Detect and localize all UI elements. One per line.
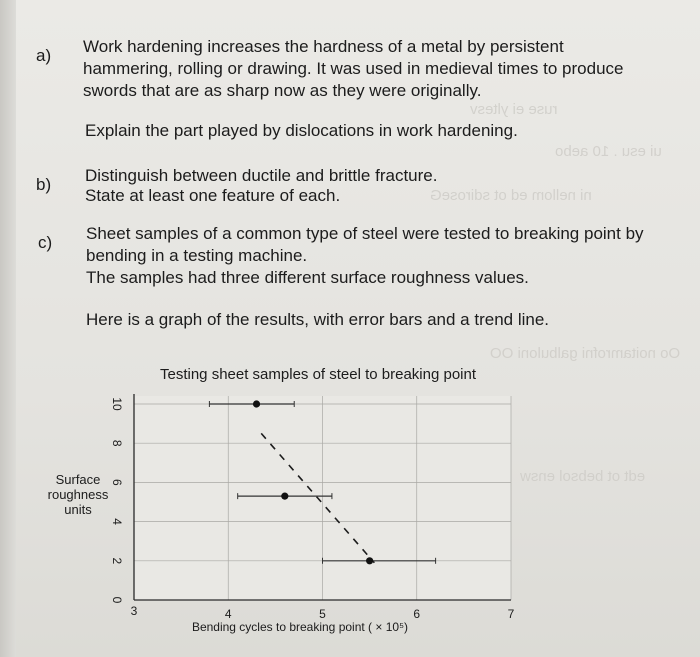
y-axis-label: Surface roughness units [47, 472, 109, 517]
question-c-line-3: The samples had three different surface roughness values. [86, 268, 529, 287]
y-tick-label: 10 [109, 397, 124, 411]
question-a-task: Explain the part played by dislocations in work hardening. [85, 121, 518, 140]
data-point [366, 557, 373, 564]
question-a-line-3: swords that are as sharp now as they were originally. [83, 81, 482, 100]
question-c-line-1: Sheet samples of a common type of steel were tested to breaking point by [86, 224, 644, 243]
chart-grid [134, 396, 511, 600]
x-tick-label: 5 [319, 607, 326, 621]
question-a-line-1: Work hardening increases the hardness of a metal by persistent [83, 37, 564, 56]
y-tick-label: 4 [109, 518, 124, 525]
question-c-label: c) [38, 233, 53, 252]
x-tick-label: 6 [413, 607, 421, 621]
x-axis-label: Bending cycles to breaking point ( × 10⁵) [191, 620, 409, 634]
y-tick-label: 6 [109, 479, 124, 486]
chart-title: Testing sheet samples of steel to breaking point [160, 366, 477, 383]
data-point [253, 400, 260, 407]
show-through-text: edt ot bebsol ensw [520, 468, 646, 485]
y-tick-label: 0 [109, 596, 124, 604]
x-tick-label: 4 [224, 607, 232, 621]
x-tick-label: 3 [130, 604, 138, 618]
question-b-line-1: Distinguish between ductile and brittle fracture. [85, 166, 438, 185]
question-c-task: Here is a graph of the results, with error bars and a trend line. [86, 310, 550, 329]
data-point [281, 493, 288, 500]
y-tick-label: 8 [109, 439, 124, 447]
y-tick-label: 2 [109, 557, 124, 565]
show-through-text: Oo noitamrofni galbuloni OO [490, 345, 681, 362]
x-tick-label: 7 [507, 607, 515, 621]
question-a-label: a) [36, 46, 52, 65]
show-through-text: ni nellom ed ot sdiroseG [430, 187, 592, 204]
show-through-text: ui esu . 10 aebo [555, 143, 662, 160]
question-c-line-2: bending in a testing machine. [86, 246, 308, 265]
question-a-line-2: hammering, rolling or drawing. It was used in medieval times to produce [83, 59, 624, 78]
show-through-text: ruse ei yltesv [470, 101, 558, 118]
question-b-line-2: State at least one feature of each. [85, 186, 341, 205]
question-b-label: b) [36, 175, 52, 194]
